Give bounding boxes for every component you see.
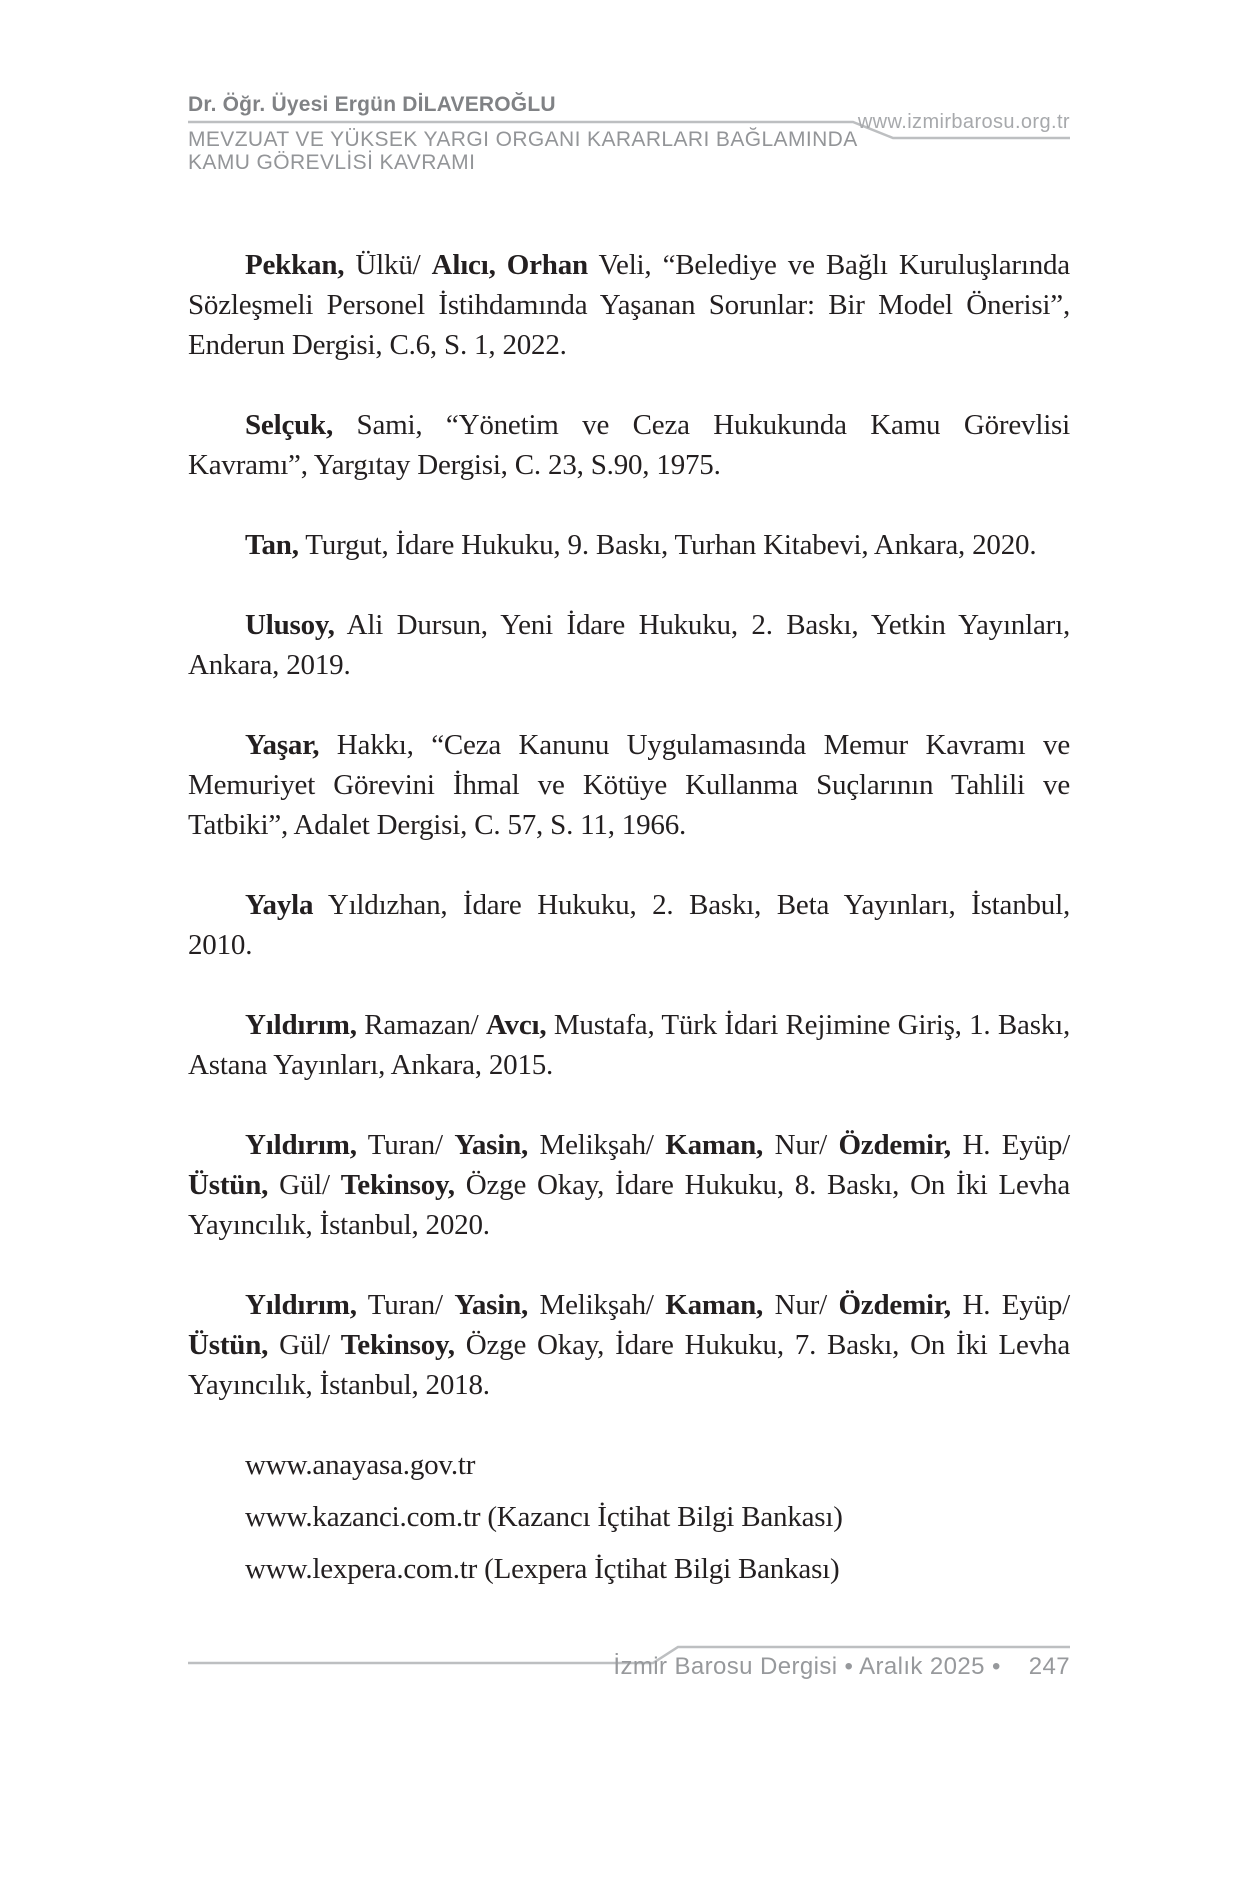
bibliography-entry: [188, 605, 1070, 685]
entry-text: H. Eyüp/: [950, 1289, 1070, 1321]
entry-text: Turan/: [356, 1289, 455, 1321]
entry-text: Mustafa, Türk İdari Rejimine Giriş, 1. Baskı, Astana Yayınları, Ankara, 2015.: [188, 1009, 1070, 1081]
entry-author-name: Yasin,: [454, 1129, 529, 1161]
entry-author-name: Yıldırım,: [245, 1129, 357, 1161]
bibliography-entry: [188, 1285, 1070, 1405]
entry-text: Hakkı, “Ceza Kanunu Uygulamasında Memur Kavramı ve Memuriyet Görevini İhmal ve Kötüye Kullanma Suçlarının Tahlili ve Tatbiki”, Adalet Dergisi, C. 57, S. 11, 1966.: [188, 729, 1070, 841]
entry-text: Nur/: [763, 1289, 839, 1321]
document-title-line-1: MEVZUAT VE YÜKSEK YARGI ORGANI KARARLARI BAĞLAMINDA: [188, 128, 858, 151]
entry-author-name: Özdemir,: [838, 1129, 951, 1161]
entry-text: Ülkü/: [344, 249, 432, 281]
entry-author-name: Üstün,: [188, 1329, 269, 1361]
web-link: www.lexpera.com.tr (Lexpera İçtihat Bilgi Bankası): [245, 1553, 840, 1585]
entry-text: Gül/: [268, 1169, 341, 1201]
footer-page-number: 247: [1028, 1653, 1070, 1680]
entry-author-name: Kaman,: [665, 1129, 764, 1161]
entry-text: Nur/: [763, 1129, 839, 1161]
entry-text: Sami, “Yönetim ve Ceza Hukukunda Kamu Görevlisi Kavramı”, Yargıtay Dergisi, C. 23, S.90, 1975.: [188, 409, 1070, 481]
web-link: www.anayasa.gov.tr: [245, 1449, 476, 1481]
entry-author-name: Yıldırım,: [245, 1289, 357, 1321]
bibliography-entry: [188, 1005, 1070, 1085]
bibliography-entry: [188, 1125, 1070, 1245]
web-links-list: [188, 1445, 1070, 1589]
entry-author-name: Tekinsoy,: [340, 1169, 455, 1201]
entry-author-name: Özdemir,: [838, 1289, 951, 1321]
entry-author-name: Kaman,: [665, 1289, 764, 1321]
entry-author-name: Alıcı, Orhan: [431, 249, 588, 281]
document-title: [188, 128, 858, 174]
entry-text: H. Eyüp/: [950, 1129, 1070, 1161]
entry-text: Melikşah/: [528, 1129, 666, 1161]
entry-author-name: Pekkan,: [245, 249, 345, 281]
bibliography-entries: [188, 245, 1070, 1405]
footer-journal-info: İzmir Barosu Dergisi • Aralık 2025 •: [613, 1653, 1001, 1680]
entry-text: Veli, “Belediye ve Bağlı Kuruluşlarında Sözleşmeli Personel İstihdamında Yaşanan Sorunlar: Bir Model Önerisi”, Enderun Dergisi, C.6, S. 1, 2022.: [188, 249, 1070, 361]
entry-author-name: Selçuk,: [245, 409, 334, 441]
header-author-name: Dr. Öğr. Üyesi Ergün DİLAVEROĞLU: [188, 93, 556, 116]
entry-text: Yıldızhan, İdare Hukuku, 2. Baskı, Beta Yayınları, İstanbul, 2010.: [188, 889, 1070, 961]
entry-author-name: Yaşar,: [245, 729, 320, 761]
entry-text: Ali Dursun, Yeni İdare Hukuku, 2. Baskı, Yetkin Yayınları, Ankara, 2019.: [188, 609, 1070, 681]
entry-text: Turgut, İdare Hukuku, 9. Baskı, Turhan Kitabevi, Ankara, 2020.: [298, 529, 1037, 561]
entry-text: Özge Okay, İdare Hukuku, 7. Baskı, On İki Levha Yayıncılık, İstanbul, 2018.: [188, 1329, 1070, 1401]
bibliography-entry: [188, 725, 1070, 845]
entry-text: Melikşah/: [528, 1289, 666, 1321]
bibliography-entry: [188, 525, 1070, 565]
entry-author-name: Üstün,: [188, 1169, 269, 1201]
entry-author-name: Ulusoy,: [245, 609, 335, 641]
bibliography-entry: [188, 405, 1070, 485]
bibliography-section: [188, 245, 1070, 1601]
entry-author-name: Avcı,: [485, 1009, 547, 1041]
bibliography-entry: [188, 245, 1070, 365]
entry-author-name: Yıldırım,: [245, 1009, 357, 1041]
entry-text: Turan/: [356, 1129, 455, 1161]
entry-author-name: Tekinsoy,: [340, 1329, 455, 1361]
entry-text: Gül/: [268, 1329, 341, 1361]
journal-website-url: www.izmirbarosu.org.tr: [857, 111, 1070, 133]
document-title-line-2: KAMU GÖREVLİSİ KAVRAMI: [188, 151, 476, 174]
web-link: www.kazanci.com.tr (Kazancı İçtihat Bilgi Bankası): [245, 1501, 843, 1533]
page-footer: [613, 1653, 1070, 1681]
entry-author-name: Yasin,: [454, 1289, 529, 1321]
entry-text: Ramazan/: [356, 1009, 486, 1041]
entry-author-name: Tan,: [245, 529, 299, 561]
entry-text: Özge Okay, İdare Hukuku, 8. Baskı, On İki Levha Yayıncılık, İstanbul, 2020.: [188, 1169, 1070, 1241]
entry-author-name: Yayla: [245, 889, 314, 921]
bibliography-entry: [188, 885, 1070, 965]
